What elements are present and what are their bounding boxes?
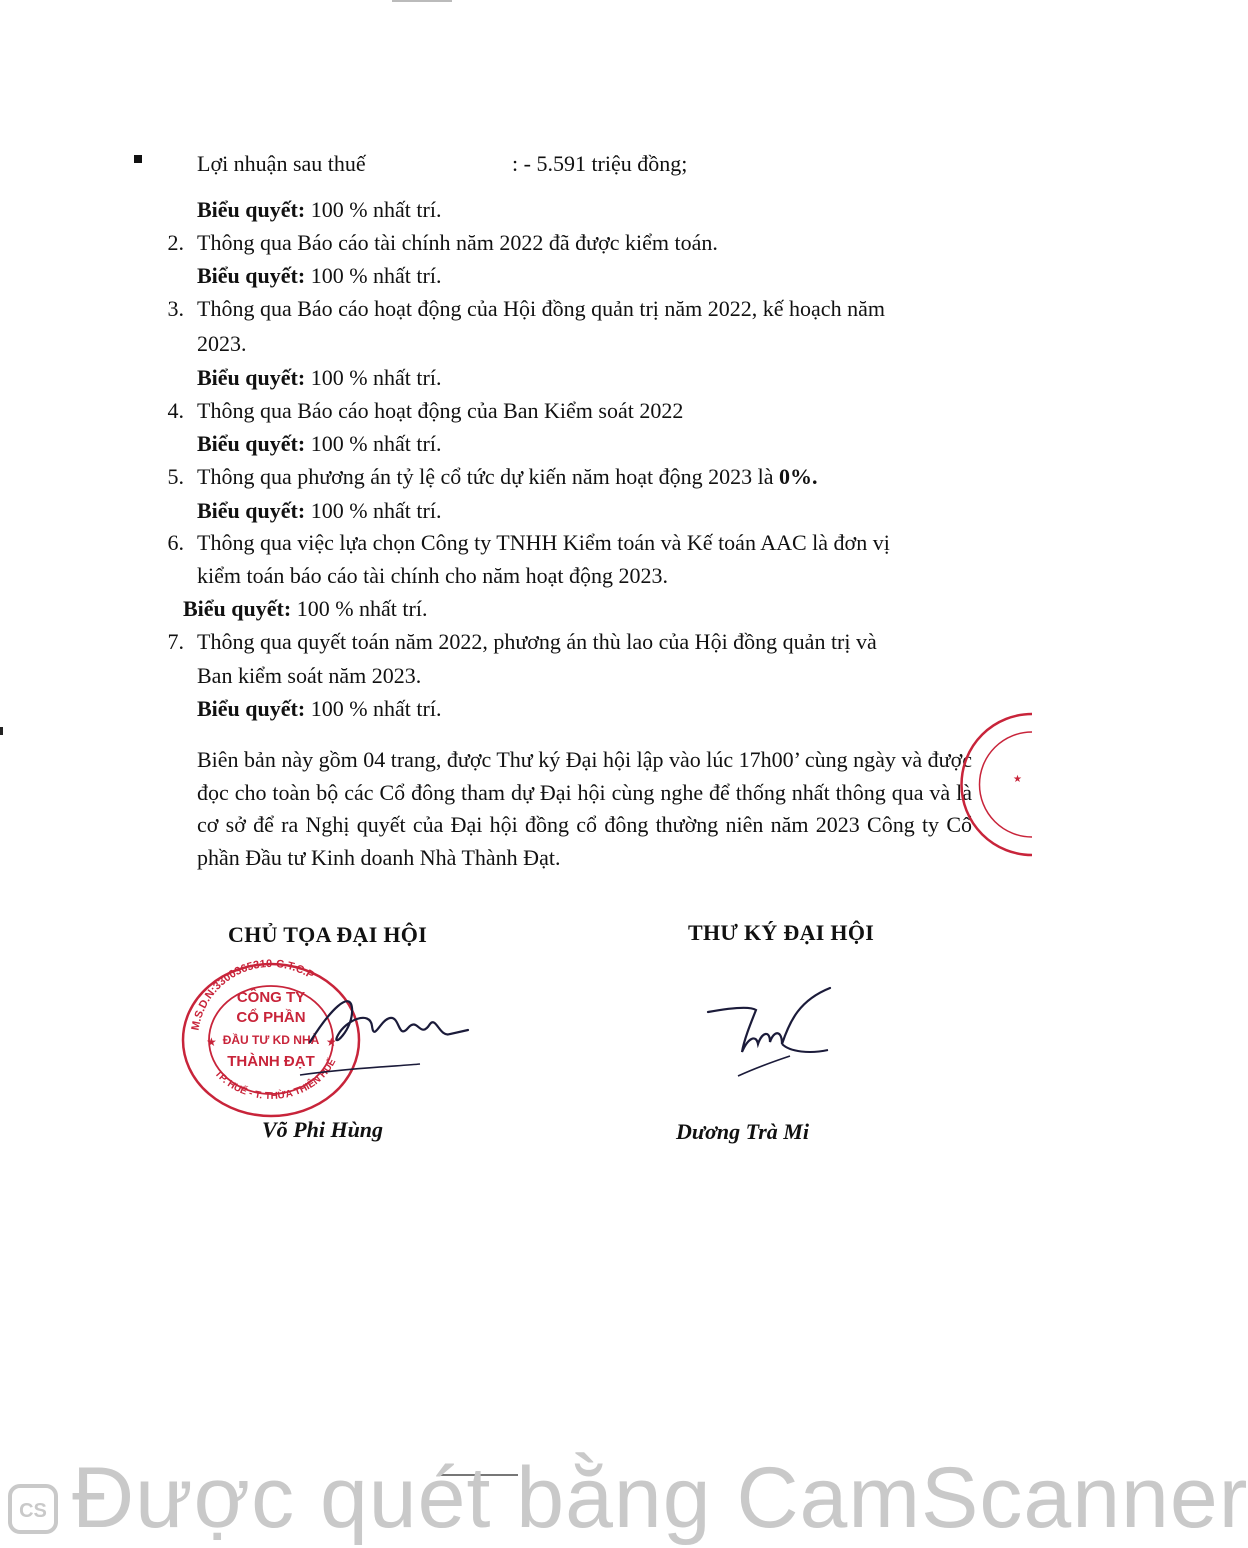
top-edge-mark xyxy=(392,0,452,2)
side-stamp-partial xyxy=(985,712,1032,857)
bullet-square xyxy=(134,155,142,163)
vote-line-7 xyxy=(197,695,441,723)
vote-line-4 xyxy=(197,430,441,458)
vote-label: Biểu quyết: xyxy=(183,596,292,621)
item-text: Thông qua Báo cáo hoạt động của Hội đồng quản trị năm 2022, kế hoạch năm xyxy=(197,296,885,321)
vote-line-1 xyxy=(197,196,441,224)
secretary-signature xyxy=(700,980,840,1080)
stamp-ring-top: M.S.D.N:3300365310-C.T.C.P xyxy=(189,957,317,1032)
chair-signature xyxy=(290,980,480,1080)
item-text-main: Thông qua phương án tỷ lệ cổ tức dự kiến năm hoạt động 2023 là xyxy=(197,464,780,489)
vote-label: Biểu quyết: xyxy=(197,431,306,456)
item-text-cont: kiểm toán báo cáo tài chính cho năm hoạt động 2023. xyxy=(197,563,669,588)
profit-label: Lợi nhuận sau thuế xyxy=(197,151,366,176)
vote-result: 100 % nhất trí. xyxy=(305,263,442,288)
profit-value: : - 5.591 triệu đồng; xyxy=(512,151,688,176)
svg-text:★: ★ xyxy=(1013,774,1022,785)
item-number: 6. xyxy=(167,530,184,555)
vote-line-3 xyxy=(197,364,441,392)
vote-line-6 xyxy=(183,595,427,623)
camscanner-logo-text: CS xyxy=(19,1500,47,1522)
vote-line-5 xyxy=(197,497,441,525)
item-text: Thông qua Báo cáo hoạt động của Ban Kiểm soát 2022 xyxy=(197,398,684,423)
vote-result: 100 % nhất trí. xyxy=(305,365,442,390)
stamp-line-2: CỔ PHẦN xyxy=(236,1009,306,1026)
item-text: Thông qua việc lựa chọn Công ty TNHH Kiểm toán và Kế toán AAC là đơn vị xyxy=(197,530,890,555)
item-number: 2. xyxy=(167,230,184,255)
secretary-title: THƯ KÝ ĐẠI HỘI xyxy=(688,920,875,945)
vote-line-2 xyxy=(197,262,441,290)
svg-text:★: ★ xyxy=(206,1035,217,1049)
vote-label: Biểu quyết: xyxy=(197,498,306,523)
vote-result: 100 % nhất trí. xyxy=(305,498,442,523)
vote-result: 100 % nhất trí. xyxy=(305,197,442,222)
stamp-line-4: THÀNH ĐẠT xyxy=(227,1053,315,1070)
svg-text:★: ★ xyxy=(326,1035,337,1049)
stamp-ring-bottom: TP. HUẾ - T. THỪA THIÊN HUẾ xyxy=(212,1057,339,1103)
vote-label: Biểu quyết: xyxy=(197,197,306,222)
vote-result: 100 % nhất trí. xyxy=(305,696,442,721)
closing-paragraph: Biên bản này gồm 04 trang, được Thư ký Đại hội lập vào lúc 17h00’ cùng ngày và được đọc cho toàn bộ các Cổ đông tham dự Đại hội cùng nghe để thống nhất thông qua và là cơ sở để ra Nghị quyết của Đại hội đồng cổ đông thường niên năm 2023 Công ty Cổ phần Đầu tư Kinh doanh Nhà Thành Đạt. xyxy=(197,747,972,870)
stamp-line-1: CÔNG TY xyxy=(236,989,306,1006)
item-text: Thông qua Báo cáo tài chính năm 2022 đã được kiểm toán. xyxy=(197,230,718,255)
chair-name: Võ Phi Hùng xyxy=(262,1117,384,1142)
secretary-name: Dương Trà Mi xyxy=(676,1119,809,1144)
dividend-rate: 0%. xyxy=(779,464,818,489)
item-number: 4. xyxy=(167,398,184,423)
item-number: 7. xyxy=(167,629,184,654)
vote-result: 100 % nhất trí. xyxy=(291,596,428,621)
scanner-watermark-text: Được quét bằng CamScanner xyxy=(72,1450,1248,1546)
vote-label: Biểu quyết: xyxy=(197,365,306,390)
item-number: 5. xyxy=(167,464,184,489)
stamp-line-3: ĐẦU TƯ KD NHÀ xyxy=(222,1033,320,1047)
vote-label: Biểu quyết: xyxy=(197,696,306,721)
camscanner-logo-icon xyxy=(8,1484,58,1534)
chair-title: CHỦ TỌA ĐẠI HỘI xyxy=(228,922,428,947)
margin-mark xyxy=(0,727,3,735)
vote-result: 100 % nhất trí. xyxy=(305,431,442,456)
item-number: 3. xyxy=(167,296,184,321)
item-text xyxy=(197,463,818,491)
item-text-cont: 2023. xyxy=(197,331,247,356)
item-text: Thông qua quyết toán năm 2022, phương án thù lao của Hội đồng quản trị và xyxy=(197,629,877,654)
vote-label: Biểu quyết: xyxy=(197,263,306,288)
item-text-cont: Ban kiểm soát năm 2023. xyxy=(197,663,422,688)
